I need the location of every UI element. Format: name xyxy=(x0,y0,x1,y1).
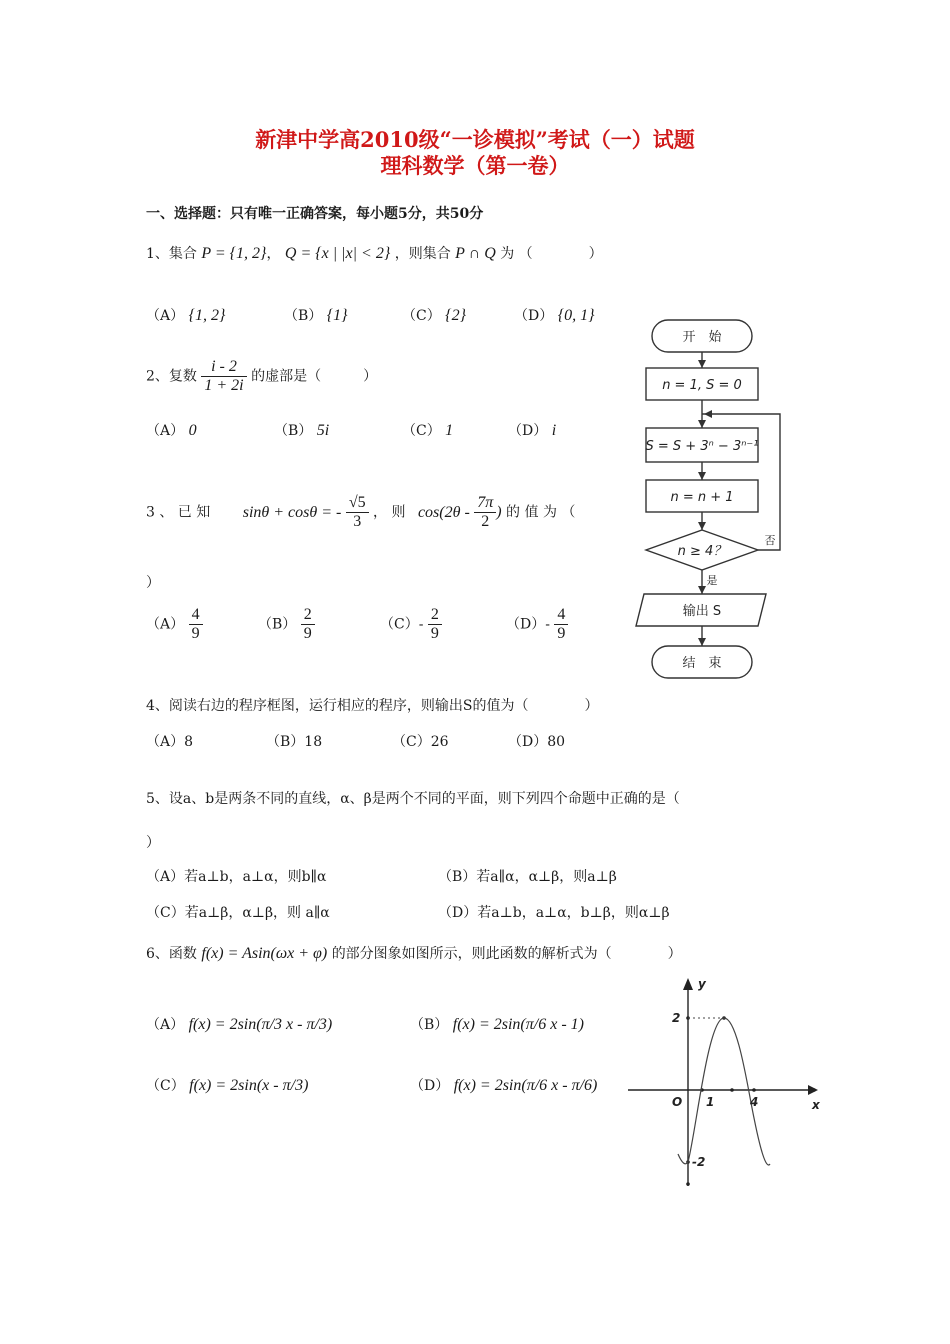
q5-option-d: （D）若a⊥b，a⊥α，b⊥β，则α⊥β xyxy=(438,905,670,921)
x-tick-4-label: 4 xyxy=(750,1095,759,1109)
flowchart-yes-label: 是 xyxy=(706,574,718,587)
set-p: P = {1, 2} xyxy=(201,245,267,262)
intersection-expr: P ∩ Q xyxy=(455,245,496,262)
q3-close-paren: ） xyxy=(146,575,160,591)
q6-option-c: （C） f(x) = 2sin(x - π/3) xyxy=(146,1077,309,1094)
question-2: 2、复数 $\frac{i - 2}{1 + 2i}$ 的虚部是（ ） xyxy=(146,358,378,394)
q3-option-a: （A） $\frac{4}{9}$ xyxy=(146,606,203,643)
q6-option-d: （D） f(x) = 2sin(π/6 x - π/6) xyxy=(410,1077,598,1094)
set-q: Q = {x | |x| < 2} xyxy=(284,245,391,262)
q2-option-c: （C） 1 xyxy=(402,422,454,439)
x-tick-1-label: 1 xyxy=(706,1095,715,1109)
flowchart-no-label: 否 xyxy=(764,534,776,547)
question-1: 1、集合 P = {1, 2}， Q = {x | |x| < 2} ，则集合 P ∩ Q 为 （ ） xyxy=(146,245,603,262)
q4-option-b: （B）18 xyxy=(266,734,323,750)
sine-curve xyxy=(678,1018,770,1165)
y-min-label: -2 xyxy=(692,1155,706,1169)
q1-option-b: （B） {1} xyxy=(284,307,348,324)
origin-label: O xyxy=(672,1095,683,1109)
flowchart-update-label: S = S + 3ⁿ − 3ⁿ⁻¹ xyxy=(645,439,759,454)
q1-option-c: （C） {2} xyxy=(402,307,466,324)
section-heading: 一、选择题：只有唯一正确答案，每小题5分，共50分 xyxy=(146,206,484,222)
flowchart-init-label: n = 1, S = 0 xyxy=(662,378,742,393)
q2-option-d: （D） i xyxy=(508,422,557,439)
y-axis-arrow xyxy=(683,978,693,990)
exam-subtitle: 理科数学（第一卷） xyxy=(380,153,570,178)
q5-option-c: （C）若a⊥β，α⊥β，则 a∥α xyxy=(146,905,330,921)
q4-option-a: （A）8 xyxy=(146,734,194,750)
q1-option-d: （D） {0, 1} xyxy=(514,307,595,324)
q5-option-a: （A）若a⊥b，a⊥α，则b∥α xyxy=(146,869,327,885)
question-6: 6、函数 f(x) = Asin(ωx + φ) 的部分图象如图所示，则此函数的解析式为（ ） xyxy=(146,945,682,962)
question-3: 3 、 已 知 sinθ + cosθ = - $\frac{√5}{3}$ ， 则 cos(2θ - $\frac{7\pi}{2}$ ) 的 值 为 （ xyxy=(146,494,576,530)
q3-option-d: （D）- $\frac{4}{9}$ xyxy=(506,606,568,643)
q3-option-b: （B） $\frac{2}{9}$ xyxy=(258,606,315,643)
q5-option-b: （B）若a∥α，α⊥β，则a⊥β xyxy=(438,869,617,885)
q2-option-a: （A） 0 xyxy=(146,422,197,439)
q3-option-c: （C）- $\frac{2}{9}$ xyxy=(380,606,442,643)
seven-pi-over-2: $\frac{7\pi}{2}$ xyxy=(474,494,496,531)
q5-close-paren: ） xyxy=(146,835,160,851)
y-axis-label: y xyxy=(698,977,706,991)
question-5: 5、设a、b是两条不同的直线，α、β是两个不同的平面，则下列四个命题中正确的是（ xyxy=(146,791,680,807)
flowchart-end-label: 结 束 xyxy=(682,656,722,671)
q6-option-a: （A） f(x) = 2sin(π/3 x - π/3) xyxy=(146,1016,333,1033)
q6-option-b: （B） f(x) = 2sin(π/6 x - 1) xyxy=(410,1016,584,1033)
q2-option-b: （B） 5i xyxy=(274,422,330,439)
q4-option-c: （C）26 xyxy=(392,734,449,750)
sine-graph xyxy=(620,972,830,1194)
exam-title: 新津中学高2010级“一诊模拟”考试（一）试题 xyxy=(255,127,695,152)
y-max-label: 2 xyxy=(672,1011,681,1025)
complex-fraction: $\frac{i - 2}{1 + 2i}$ xyxy=(201,358,246,395)
flowchart-start-label: 开 始 xyxy=(682,330,722,345)
flowchart-output-label: 输出 S xyxy=(682,604,722,619)
sqrt5-over-3: $\frac{√5}{3}$ xyxy=(346,494,369,531)
question-4: 4、阅读右边的程序框图，运行相应的程序，则输出S的值为（ ） xyxy=(146,698,599,714)
flowchart-cond-label: n ≥ 4？ xyxy=(677,544,727,559)
function-expr: f(x) = Asin(ωx + φ) xyxy=(201,945,328,962)
flowchart-incr-label: n = n + 1 xyxy=(670,490,734,505)
q4-option-d: （D）80 xyxy=(508,734,566,750)
x-axis-label: x xyxy=(812,1098,820,1112)
flowchart xyxy=(628,312,798,682)
q1-option-a: （A） {1, 2} xyxy=(146,307,226,324)
